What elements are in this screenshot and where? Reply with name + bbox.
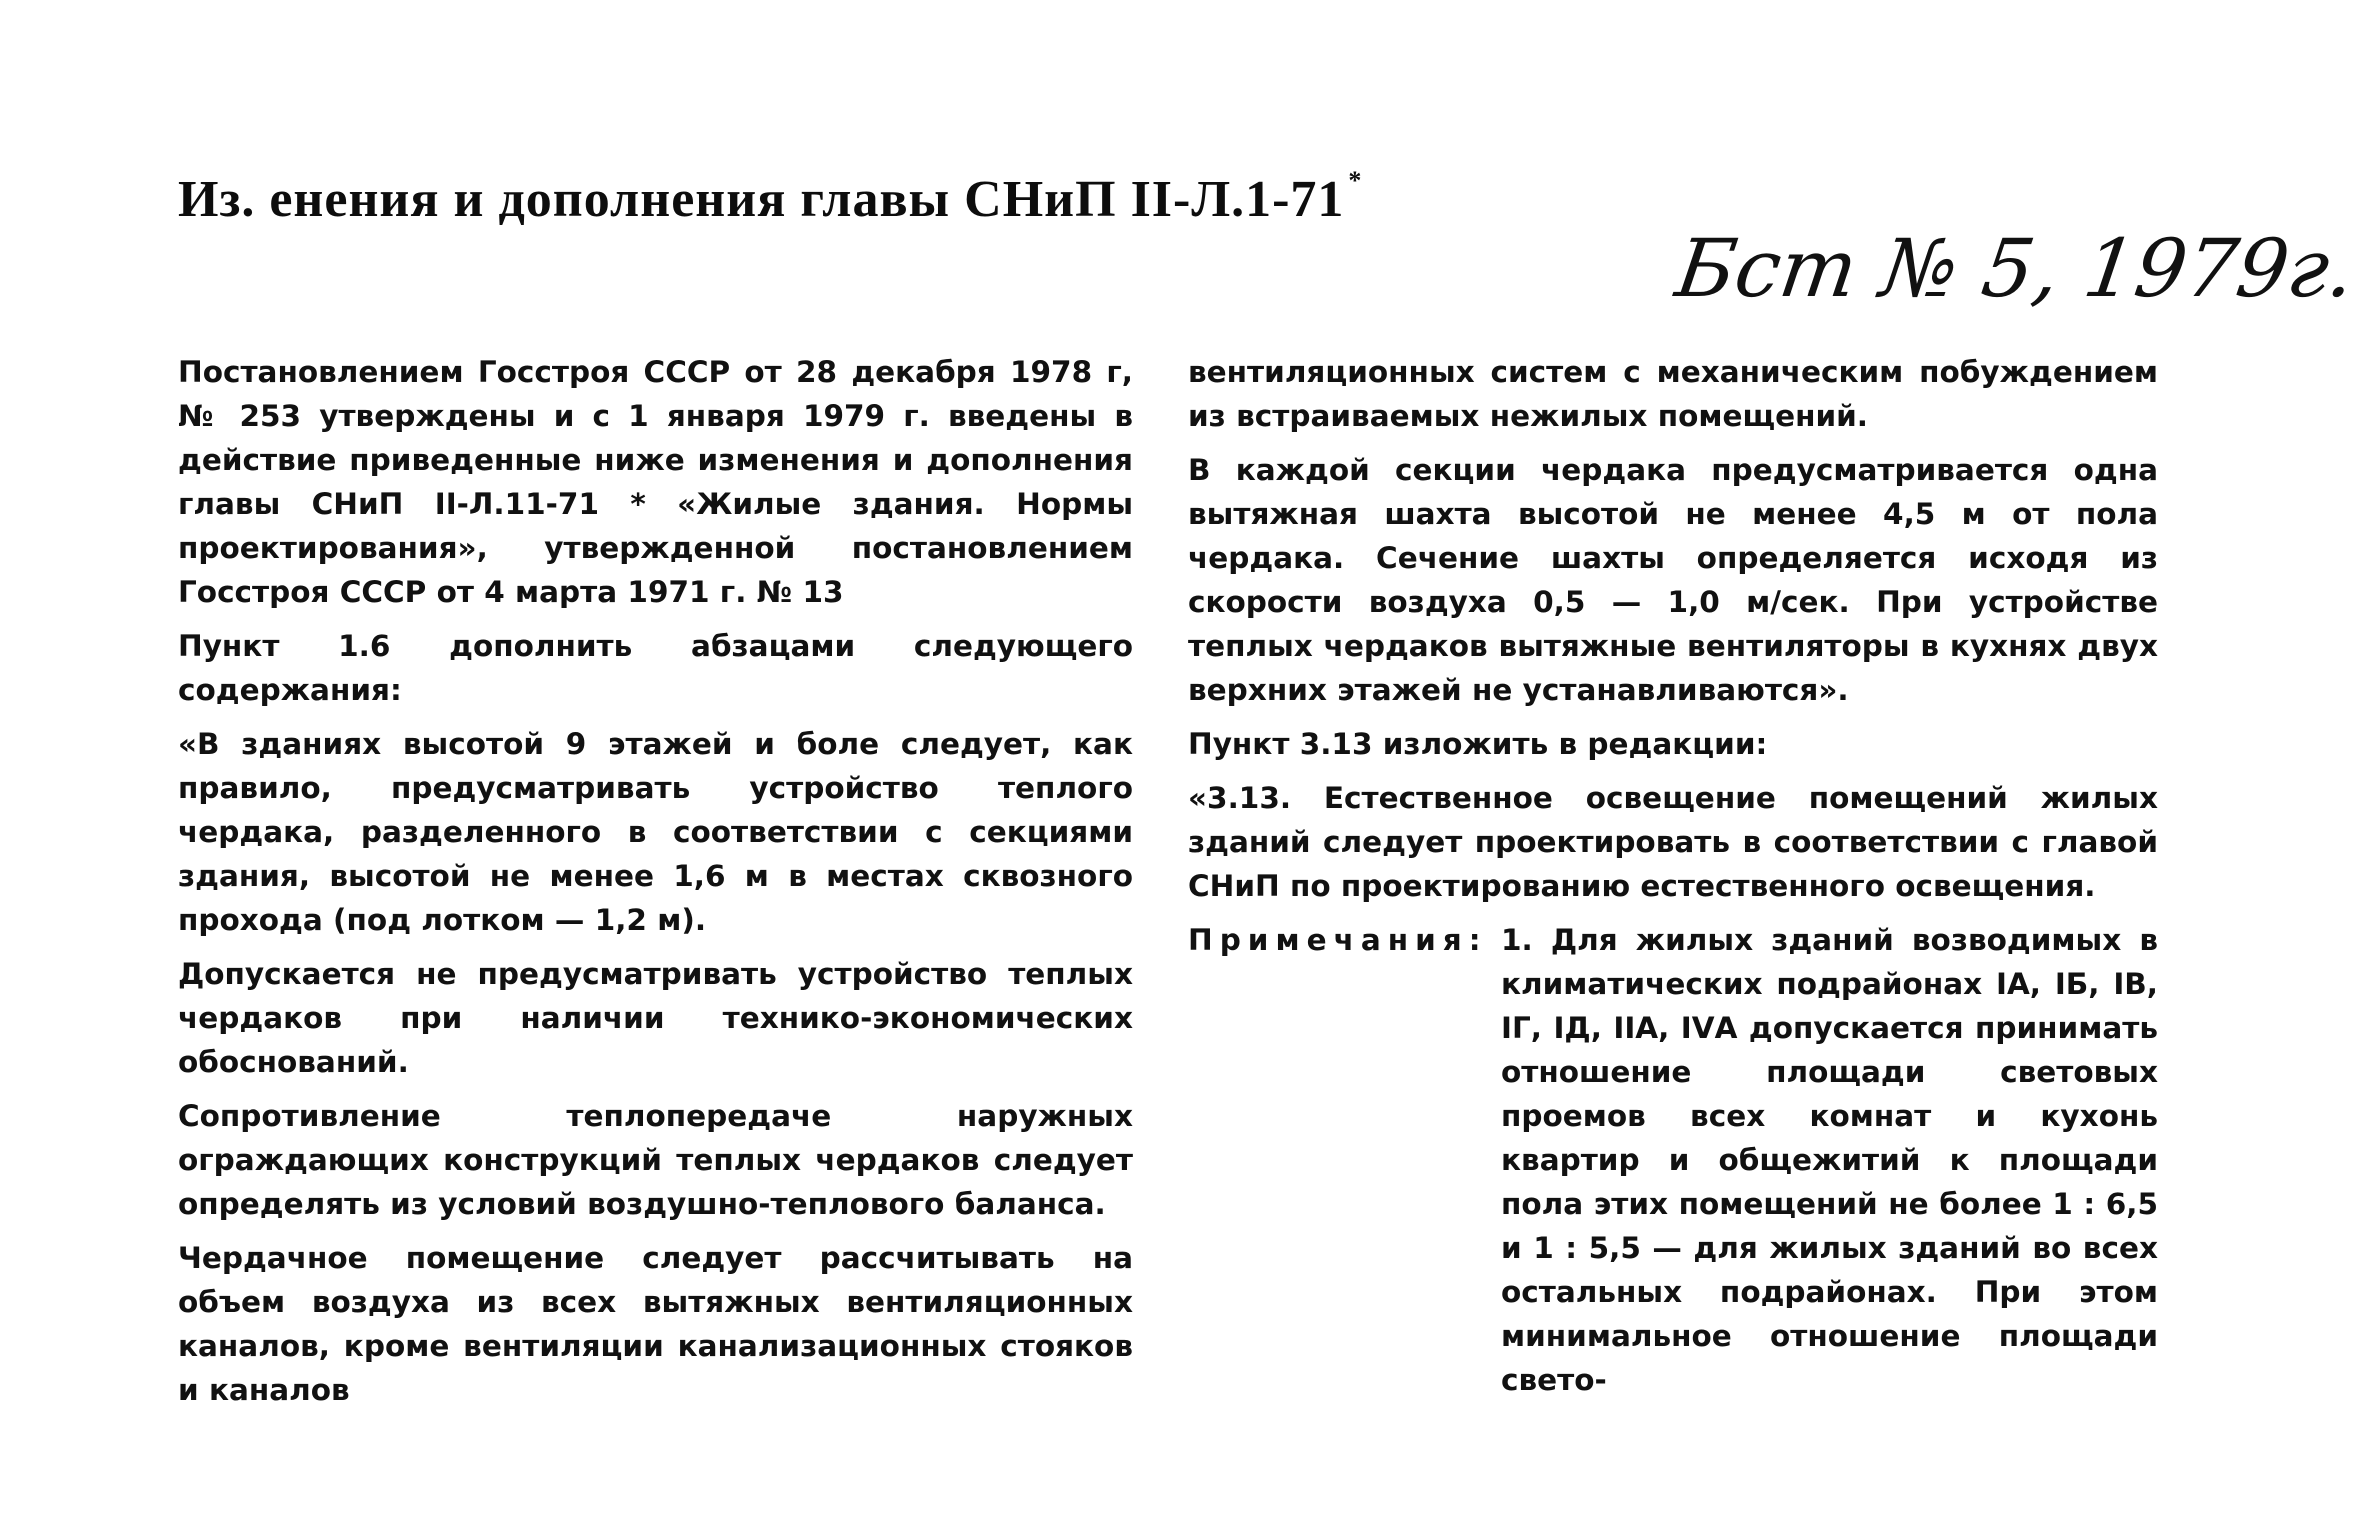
- document-title: [178, 166, 1363, 229]
- clause-1-6-lead: Пункт 1.6: [178, 629, 391, 663]
- continued-paragraph: вентиляционных систем с механическим побуждением из встраиваемых нежилых помещений.: [1188, 355, 2158, 433]
- clause-1-6-paragraph-e: В каждой секции чердака предусматривается одна вытяжная шахта высотой не менее 4,5 м от пола чердака. Сечение шахты определяется исходя из скорости воздуха 0,5 — 1,0 м/сек. При устройстве теплых чердаков вытяжные вентиляторы в кухнях двух верхних этажей не устанавливаются».: [1188, 453, 2158, 707]
- handwritten-note-text: Бст № 5, 1979г.: [1670, 221, 2361, 315]
- title-text: Из. енения и дополнения главы СНиП II-Л.1-71: [178, 171, 1345, 228]
- clause-1-6-paragraph-d: Чердачное помещение следует рассчитывать на объем воздуха из всех вытяжных вентиляционных каналов, кроме вентиляции канализационных стояков и каналов: [178, 1241, 1133, 1407]
- notes-text: 1. Для жилых зданий возводимых в климатических подрайонах IА, IБ, IВ, IГ, IД, IIА, IVА допускается принимать отношение площади световых проемов всех комнат и кухонь квартир и общежитий к площади пола этих помещений не более 1 : 6,5 и 1 : 5,5 — для жилых зданий во всех остальных подрайонах. При этом минимальное отношение площади свето-: [1501, 923, 2158, 1397]
- clause-3-13-heading-text: изложить в редакции:: [1372, 727, 1768, 761]
- clause-3-13-lead: Пункт 3.13: [1188, 727, 1373, 761]
- clause-1-6-paragraph-a: «В зданиях высотой 9 этажей и боле следует, как правило, предусматривать устройство теплого чердака, разделенного в соответствии с секциями здания, высотой не менее 1,6 м в местах сквозного прохода (под лотком — 1,2 м).: [178, 727, 1133, 937]
- right-column: [1188, 350, 2158, 1402]
- clause-1-6-heading: [178, 624, 1133, 712]
- title-mark: *: [1348, 166, 1363, 195]
- clause-1-6-paragraph-c: Сопротивление теплопередаче наружных ограждающих конструкций теплых чердаков следует определять из условий воздушно-теплового баланса.: [178, 1099, 1133, 1221]
- clause-1-6-heading-text: дополнить абзацами следующего содержания:: [178, 629, 1134, 707]
- clause-1-6-paragraph-b: Допускается не предусматривать устройство теплых чердаков при наличии технико-экономических обоснований.: [178, 957, 1133, 1079]
- notes-block: [1188, 918, 2158, 1402]
- clause-3-13-heading: [1188, 722, 2158, 766]
- intro-paragraph: Постановлением Госстроя СССР от 28 декабря 1978 г, № 253 утверждены и с 1 января 1979 г. введены в действие приведенные ниже изменения и дополнения главы СНиП II-Л.11-71 * «Жилые здания. Нормы проектирования», утвержденной постановлением Госстроя СССР от 4 марта 1971 г. № 13: [178, 355, 1133, 609]
- notes-label: Примечания:: [1188, 923, 1488, 957]
- left-column: [178, 350, 1133, 1422]
- handwritten-note: [1670, 212, 2361, 322]
- clause-3-13-paragraph: «3.13. Естественное освещение помещений жилых зданий следует проектировать в соответствии с главой СНиП по проектированию естественного освещения.: [1188, 781, 2158, 903]
